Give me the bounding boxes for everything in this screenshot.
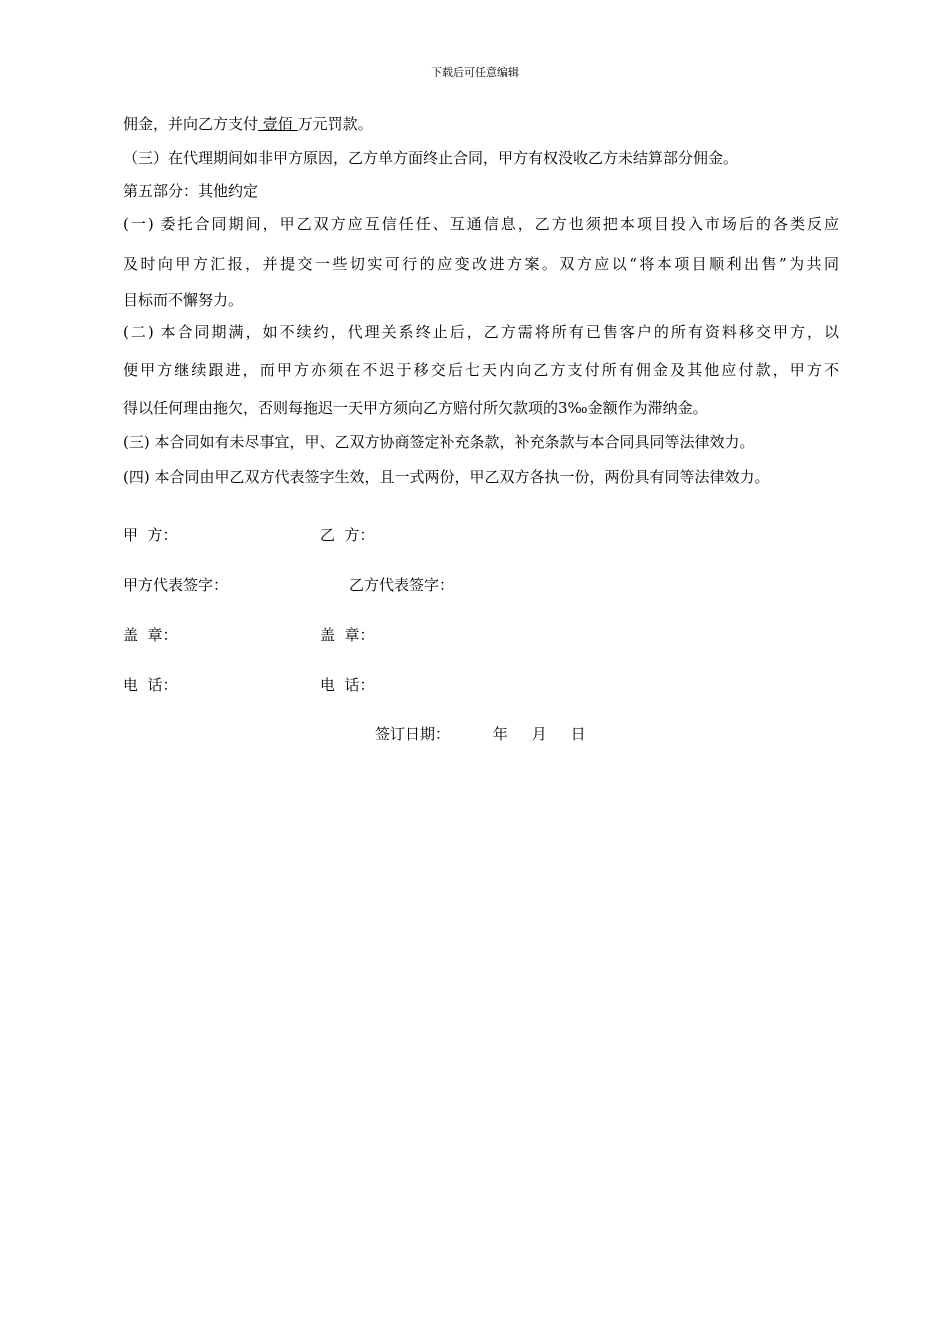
other-clause-2-line-1: (二) 本合同期满，如不续约，代理关系终止后，乙方需将所有已售客户的所有资料移交甲方，以 [123,323,839,341]
other-clause-2-line-3: 得以任何理由拖欠，否则每拖迟一天甲方须向乙方赔付所欠款项的3‰金额作为滞纳金。 [123,399,708,417]
party-a-rep-label: 甲方代表签字： [123,576,229,594]
clause-three: （三）在代理期间如非甲方原因，乙方单方面终止合同，甲方有权没收乙方未结算部分佣金。 [123,149,739,167]
other-clause-1-line-1: (一) 委托合同期间，甲乙双方应互信任任、互通信息，乙方也须把本项目投入市场后的各类反应 [123,215,839,233]
signing-date: 签订日期： 年 月 日 [375,725,586,743]
other-clause-2-line-2: 便甲方继续跟进，而甲方亦须在不迟于移交后七天内向乙方支付所有佣金及其他应付款，甲方不 [123,361,839,379]
party-a-seal-label: 盖 章： [123,626,178,644]
party-b-phone-label: 电 话： [320,676,375,694]
party-a-phone-label: 电 话： [123,676,178,694]
other-clause-3: (三) 本合同如有未尽事宜，甲、乙双方协商签定补充条款，补充条款与本合同具同等法律效力。 [123,433,755,451]
clause-penalty [123,114,373,134]
party-a-label: 甲 方： [123,526,178,544]
part-five-title: 第五部分：其他约定 [123,182,259,200]
other-clause-1-line-2: 及时向甲方汇报，并提交一些切实可行的应变改进方案。双方应以“将本项目顺利出售”为共同 [123,255,839,273]
other-clause-1-line-3: 目标而不懈努力。 [123,291,244,309]
page-header: 下载后可任意编辑 [431,66,519,79]
party-b-label: 乙 方： [320,526,375,544]
party-b-rep-label: 乙方代表签字： [349,576,455,594]
other-clause-4: (四) 本合同由甲乙双方代表签字生效，且一式两份，甲乙双方各执一份，两份具有同等法律效力。 [123,468,770,486]
clause-penalty-prefix: 佣金，并向乙方支付 [123,115,259,133]
party-b-seal-label: 盖 章： [320,626,375,644]
clause-penalty-suffix: 万元罚款。 [297,115,373,133]
penalty-amount: 壹佰 [258,115,298,133]
